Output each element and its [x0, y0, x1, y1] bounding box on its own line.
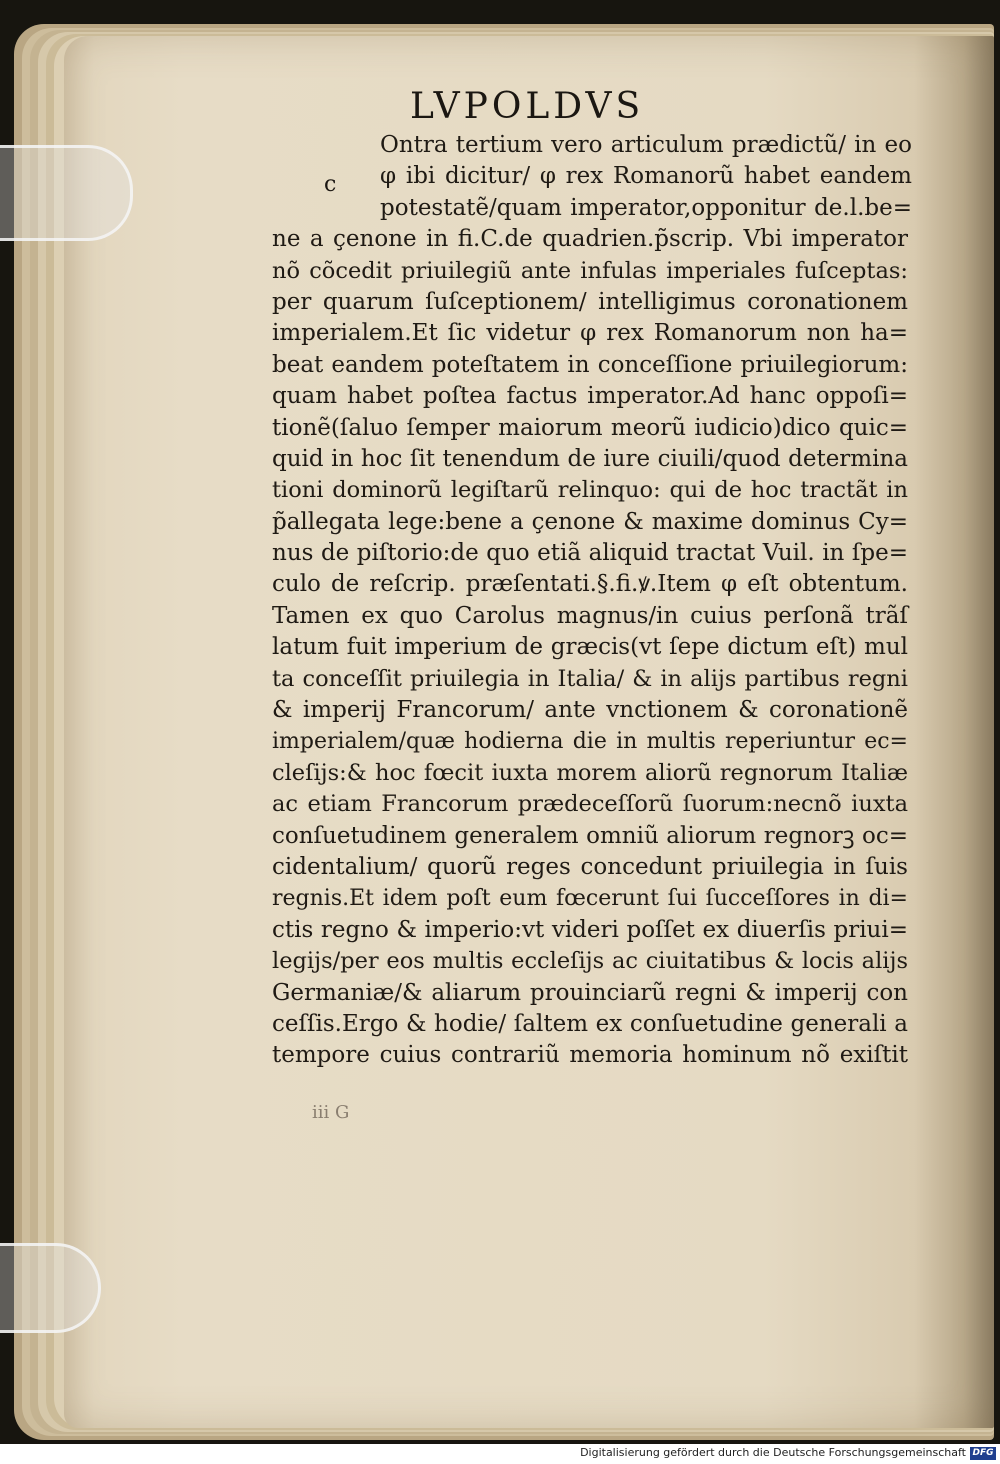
book-clip-top: [0, 145, 133, 241]
dfg-logo-icon: DFG: [970, 1447, 996, 1460]
text-line: Ontra tertium vero articulum prædictũ/ in eo: [380, 132, 912, 158]
text-line: latum fuit imperium de græcis(vt ſepe dictum eſt) mul: [272, 634, 908, 661]
text-line: beat eandem poteſtatem in conceſſione priuilegiorum:: [272, 351, 908, 378]
signature-mark: iii G: [312, 1102, 350, 1123]
text-line: & imperij Francorum/ ante vnctionem & coronationẽ: [272, 697, 908, 724]
text-line: potestatẽ/quam imperator,opponitur de.l.be=: [380, 194, 912, 221]
text-line: imperialem/quæ hodierna die in multis reperiuntur ec=: [272, 729, 908, 755]
text-line: culo de reſcrip. præſentati.§.fi.ꝟ.Item φ eſt obtentum.: [272, 571, 908, 598]
text-line: ceſſis.Ergo & hodie/ ſaltem ex conſuetudine generali a: [272, 1010, 908, 1037]
text-line: φ ibi dicitur/ φ rex Romanorũ habet eandem: [380, 163, 912, 190]
funding-credit: Digitalisierung gefördert durch die Deutsche Forschungsgemeinschaft: [580, 1446, 966, 1459]
text-line: tempore cuius contrariũ memoria hominum nõ exiſtit: [272, 1042, 908, 1069]
body-text: [272, 130, 912, 1072]
text-line: ctis regno & imperio:vt videri poſſet ex diuerſis priui=: [272, 916, 908, 943]
text-line: tionẽ(ſaluo ſemper maiorum meorũ iudicio)dico quic=: [272, 414, 908, 441]
text-line: legijs/per eos multis eccleſijs ac ciuitatibus & locis alijs: [272, 948, 908, 975]
text-line: Tamen ex quo Carolus magnus/in cuius perſonã trãſ: [272, 602, 908, 629]
text-line: cidentalium/ quorũ reges concedunt priuilegia in ſuis: [272, 853, 908, 880]
text-line: imperialem.Et ſic videtur φ rex Romanorum non ha=: [272, 320, 908, 347]
running-head: LVPOLDVS: [410, 86, 645, 127]
text-line: nus de piſtorio:de quo etiã aliquid tractat Vuil. in ſpe=: [272, 540, 908, 567]
text-line: ne a çenone in fi.C.de quadrien.p̃scrip. Vbi imperator: [272, 226, 908, 253]
book-clip-bottom: [0, 1243, 101, 1333]
text-line: quid in hoc ſit tenendum de iure ciuili/quod determina: [272, 445, 908, 472]
text-line: regnis.Et idem poſt eum fœcerunt ſui ſucceſſores in di=: [272, 886, 908, 912]
text-line: ta conceſſit priuilegia in Italia/ & in alijs partibus regni: [272, 665, 908, 692]
margin-letter: c: [324, 172, 337, 197]
text-line: Germaniæ/& aliarum prouinciarũ regni & imperij con: [272, 979, 908, 1006]
text-line: quam habet poſtea factus imperator.Ad hanc oppoſi=: [272, 383, 908, 410]
text-line: tioni dominorũ legiſtarũ relinquo: qui de hoc tractãt in: [272, 477, 908, 504]
text-line: per quarum ſuſceptionem/ intelligimus coronationem: [272, 288, 908, 315]
footer-bar: [0, 1444, 1000, 1464]
text-line: cleſijs:& hoc fœcit iuxta morem aliorũ regnorum Italiæ: [272, 759, 908, 786]
text-line: conſuetudinem generalem omniũ aliorum regnorꝫ oc=: [272, 822, 908, 849]
text-line: nõ cõcedit priuilegiũ ante infulas imperiales fuſceptas:: [272, 257, 908, 284]
text-line: p̃allegata lege:bene a çenone & maxime dominus Cy=: [272, 508, 908, 535]
text-line: ac etiam Francorum prædeceſſorũ ſuorum:necnõ iuxta: [272, 791, 908, 818]
